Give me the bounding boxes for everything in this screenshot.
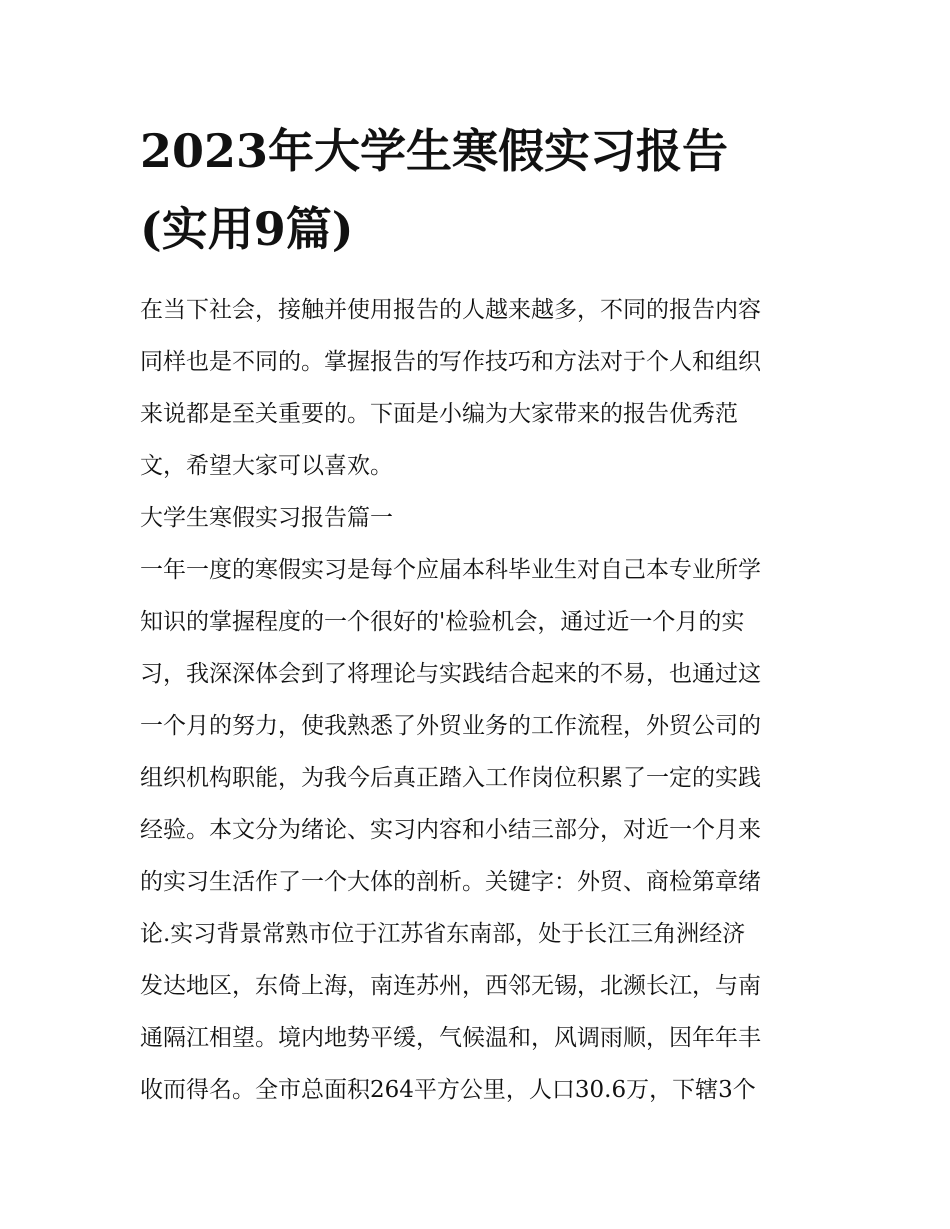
section-heading-text: 大学生寒假实习报告篇一 bbox=[140, 505, 393, 531]
section-line: 发达地区，东倚上海，南连苏州，西邻无锡，北濒长江，与南 bbox=[140, 973, 761, 999]
section-line: 通隔江相望。境内地势平缓，气候温和，风调雨顺，因年年丰 bbox=[140, 1025, 761, 1051]
section-line: 收而得名。全市总面积264平方公里，人口30.6万，下辖3个 bbox=[140, 1077, 756, 1103]
intro-line: 来说都是至关重要的。下面是小编为大家带来的报告优秀范 bbox=[140, 401, 738, 427]
document-content bbox=[140, 112, 815, 1116]
section-line: 论.实习背景常熟市位于江苏省东南部，处于长江三角洲经济 bbox=[140, 921, 746, 947]
section-line: 一年一度的寒假实习是每个应届本科毕业生对自己本专业所学 bbox=[140, 557, 761, 583]
section-line: 组织机构职能，为我今后真正踏入工作岗位积累了一定的实践 bbox=[140, 765, 761, 791]
section-heading bbox=[140, 492, 815, 544]
document-body bbox=[140, 284, 815, 1116]
section-line: 经验。本文分为绪论、实习内容和小结三部分，对近一个月来 bbox=[140, 817, 761, 843]
section-paragraph bbox=[140, 544, 815, 1116]
section-line: 的实习生活作了一个大体的剖析。关键字：外贸、商检第章绪 bbox=[140, 869, 761, 895]
section-line: 知识的掌握程度的一个很好的'检验机会，通过近一个月的实 bbox=[140, 609, 745, 635]
intro-paragraph bbox=[140, 284, 815, 492]
intro-line: 文，希望大家可以喜欢。 bbox=[140, 453, 393, 479]
title-line: (实用9篇) bbox=[140, 202, 354, 256]
intro-line: 同样也是不同的。掌握报告的写作技巧和方法对于个人和组织 bbox=[140, 349, 761, 375]
section-line: 一个月的努力，使我熟悉了外贸业务的工作流程，外贸公司的 bbox=[140, 713, 761, 739]
title-line: 2023年大学生寒假实习报告 bbox=[140, 124, 729, 178]
intro-line: 在当下社会，接触并使用报告的人越来越多，不同的报告内容 bbox=[140, 297, 761, 323]
section-line: 习，我深深体会到了将理论与实践结合起来的不易，也通过这 bbox=[140, 661, 761, 687]
document-title bbox=[140, 112, 815, 268]
